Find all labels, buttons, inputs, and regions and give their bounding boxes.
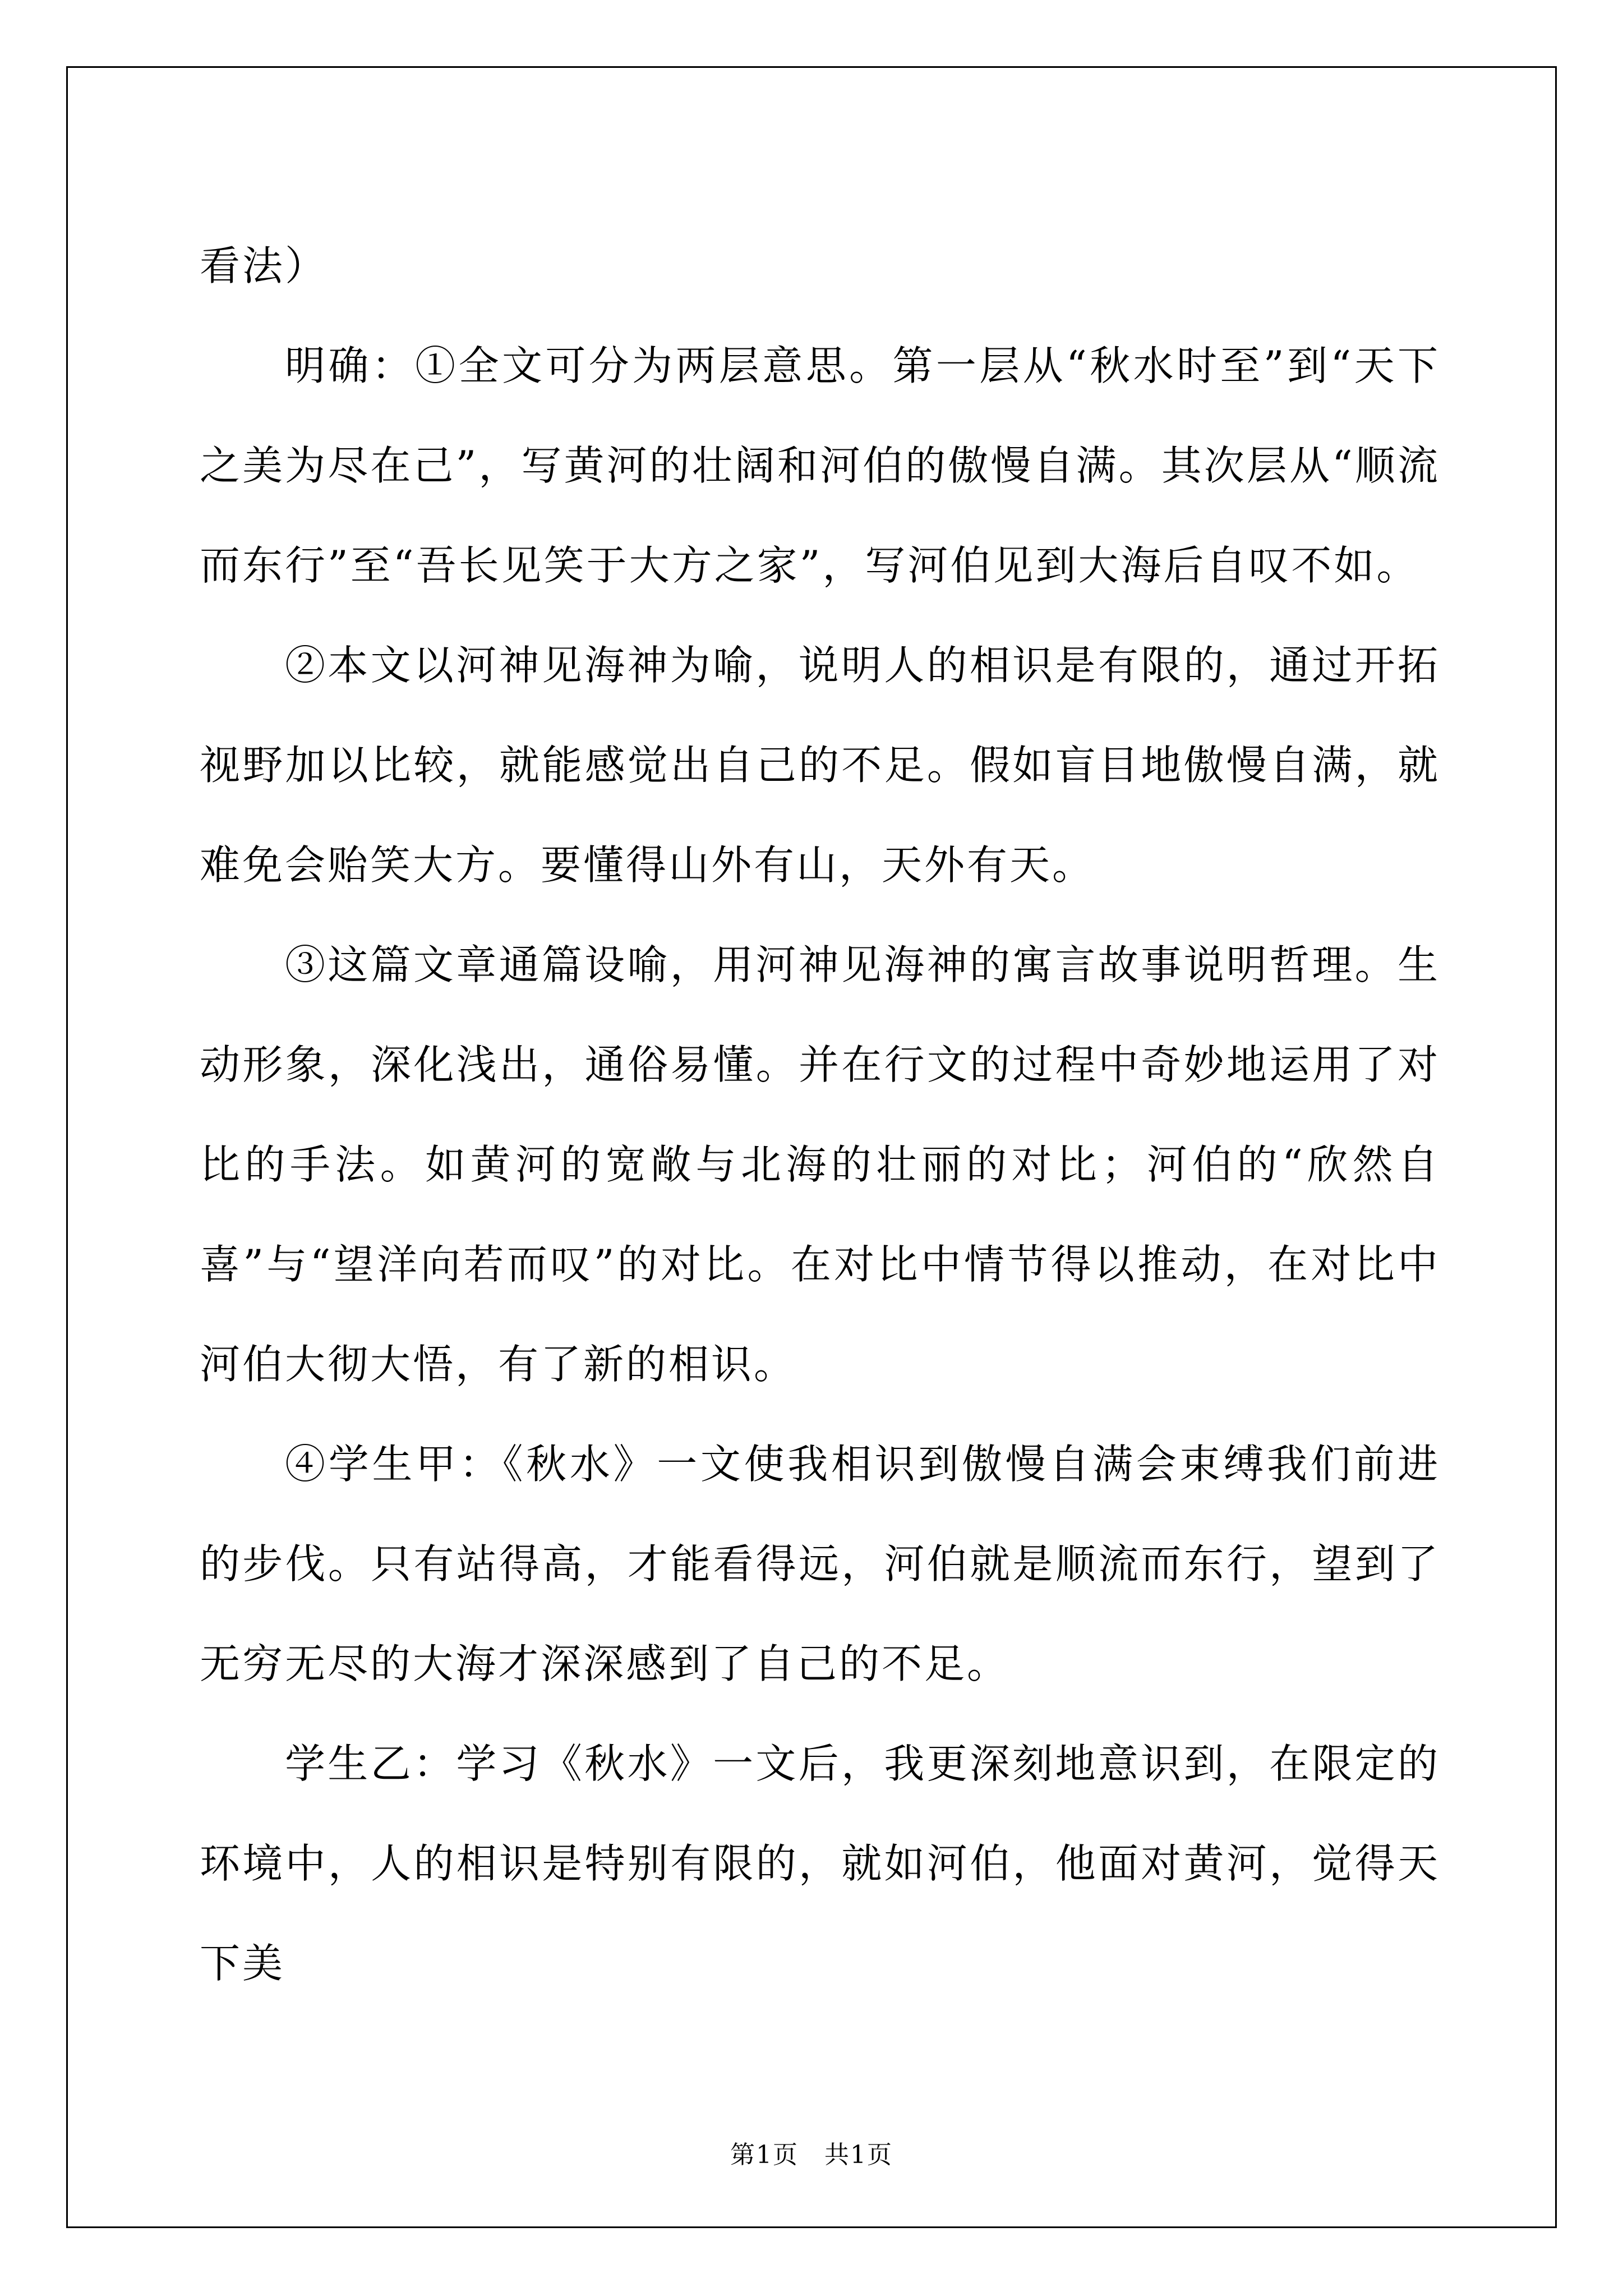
paragraph-clarification: 明确：①全文可分为两层意思。第一层从“秋水时至”到“天下之美为尽在己”，写黄河的壮阔和河伯的傲慢自满。其次层从“顺流而东行”至“吾长见笑于大方之家”，写河伯见到大海后自叹不如。 — [200, 342, 1440, 589]
paragraph-point-2: ②本文以河神见海神为喻，说明人的相识是有限的，通过开拓视野加以比较，就能感觉出自己的不足。假如盲目地傲慢自满，就难免会贻笑大方。要懂得山外有山，天外有天。 — [200, 642, 1440, 889]
page-number: 第1页 — [730, 2141, 799, 2169]
paragraph-student-b: 学生乙：学习《秋水》一文后，我更深刻地意识到，在限定的环境中，人的相识是特别有限的，就如河伯，他面对黄河，觉得天下美 — [200, 1740, 1440, 1987]
paragraph-continuation: 看法） — [200, 242, 328, 289]
document-body — [200, 216, 1440, 2013]
paragraph-point-3: ③这篇文章通篇设喻，用河神见海神的寓言故事说明哲理。生动形象，深化浅出，通俗易懂。并在行文的过程中奇妙地运用了对比的手法。如黄河的宽敞与北海的壮丽的对比；河伯的“欣然自喜”与“望洋向若而叹”的对比。在对比中情节得以推动，在对比中河伯大彻大悟，有了新的相识。 — [200, 941, 1440, 1388]
paragraph-point-4: ④学生甲：《秋水》一文使我相识到傲慢自满会束缚我们前进的步伐。只有站得高，才能看得远，河伯就是顺流而东行，望到了无穷无尽的大海才深深感到了自己的不足。 — [200, 1441, 1440, 1687]
page-total: 共1页 — [824, 2141, 893, 2169]
page-footer — [0, 2134, 1623, 2170]
